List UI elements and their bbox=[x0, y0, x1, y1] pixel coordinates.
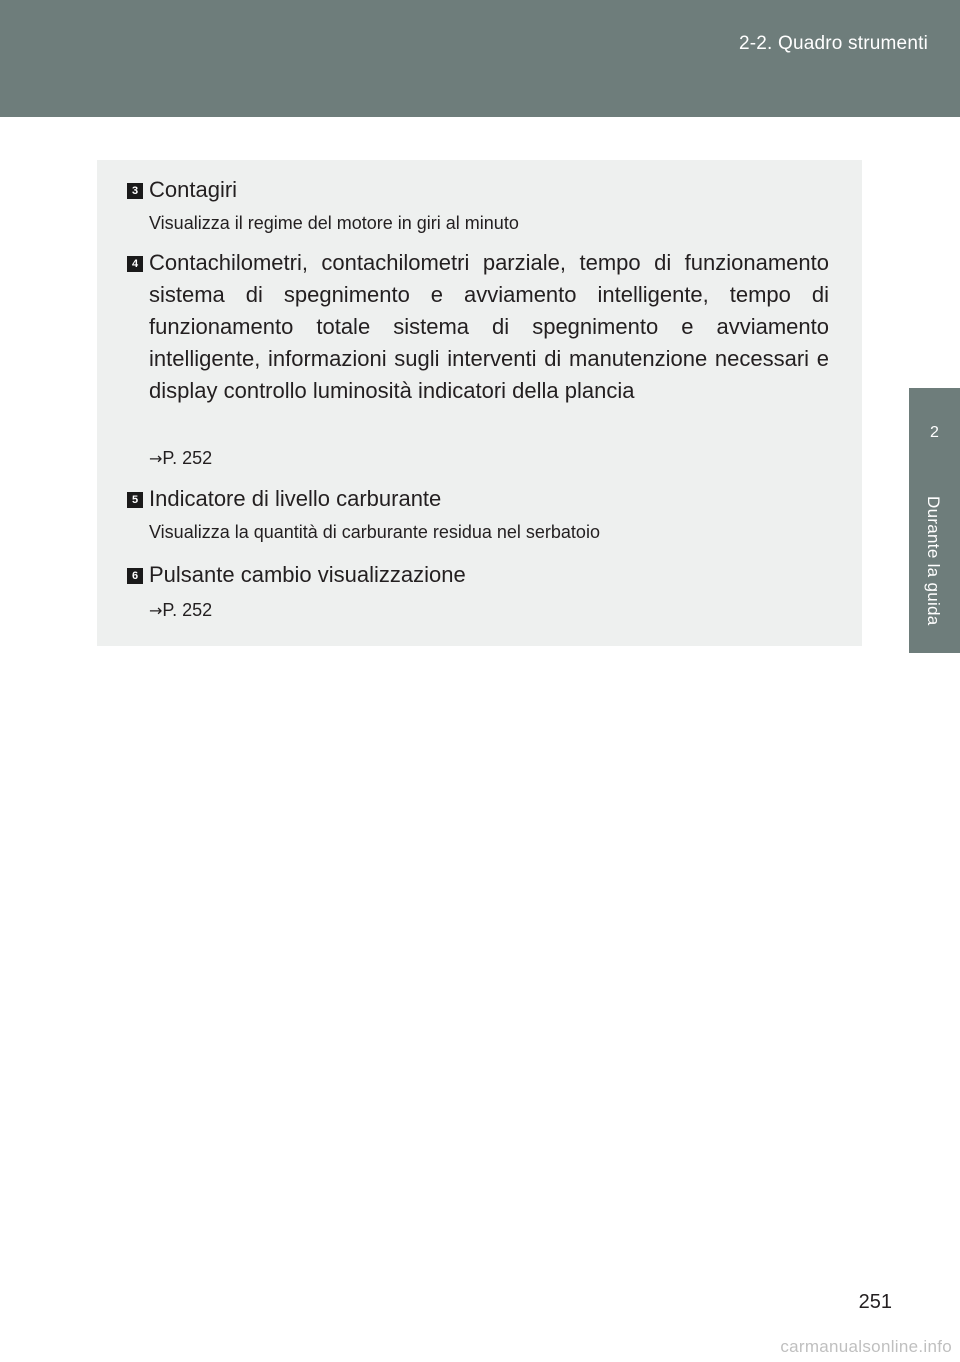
header-band bbox=[0, 0, 960, 117]
chapter-label: Durante la guida bbox=[924, 496, 943, 626]
page-reference-text: P. 252 bbox=[162, 600, 213, 620]
page-reference-text: P. 252 bbox=[162, 448, 213, 468]
item-title: Contagiri bbox=[149, 177, 238, 202]
section-title: 2-2. Quadro strumenti bbox=[738, 33, 928, 54]
chapter-number: 2 bbox=[930, 424, 939, 441]
item-title: Pulsante cambio visualizzazione bbox=[149, 562, 466, 587]
item-title: Contachilometri, contachilometri parziale, tempo di funzionamento sistema di spegnimento e avviamento intelligente, tempo di funzionamento totale sistema di spegnimento e avviamento intelligente, informazioni sugli interventi di manutenzione necessari e display controllo luminosità indicatori della plancia bbox=[149, 250, 829, 403]
watermark: carmanualsonline.info bbox=[780, 1337, 952, 1356]
arrow-right-icon: → bbox=[149, 601, 163, 620]
page-number: 251 bbox=[858, 1291, 892, 1313]
item-title: Indicatore di livello carburante bbox=[149, 486, 442, 511]
page-reference[interactable] bbox=[149, 447, 829, 470]
item-number-badge: 6 bbox=[127, 568, 143, 584]
item-number-badge: 3 bbox=[127, 183, 143, 199]
item-description: Visualizza il regime del motore in giri al minuto bbox=[149, 213, 519, 233]
item-number-badge: 4 bbox=[127, 256, 143, 272]
arrow-right-icon: → bbox=[149, 449, 163, 468]
content-box bbox=[97, 160, 862, 646]
item-description: Visualizza la quantità di carburante residua nel serbatoio bbox=[149, 522, 600, 542]
chapter-side-tab bbox=[909, 388, 960, 653]
page-reference[interactable] bbox=[149, 599, 829, 622]
item-number-badge: 5 bbox=[127, 492, 143, 508]
